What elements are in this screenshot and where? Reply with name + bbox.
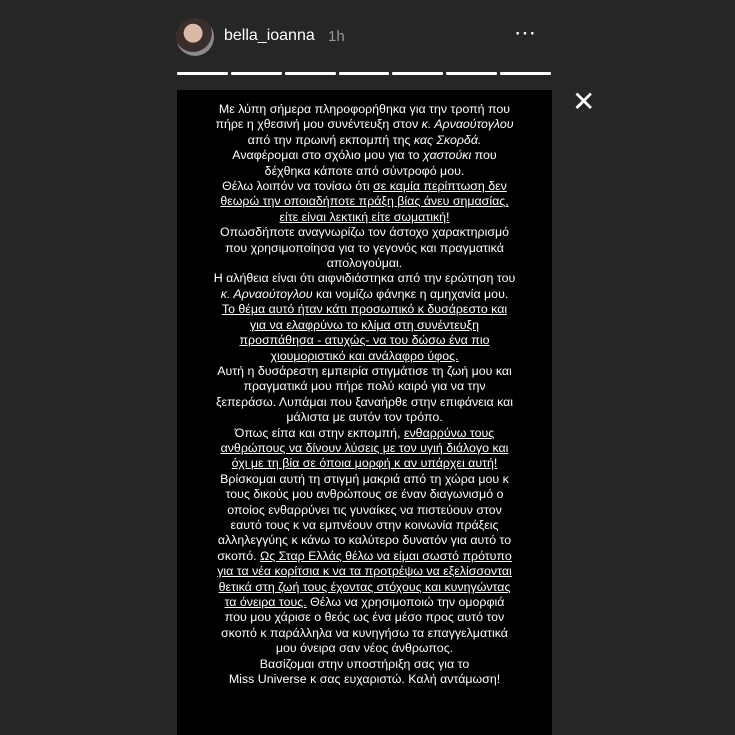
story-line-pre: Βασίζομαι στην υποστήριξη σας για το [259, 656, 470, 671]
story-line [177, 626, 552, 641]
story-line [177, 225, 552, 240]
story-line [177, 641, 552, 656]
story-line-pre: πήρε η χθεσινή μου συνέντευξη στον [215, 117, 422, 132]
story-line-pre: Οπωσδήποτε αναγνωρίζω τον άστοχο χαρακτηρισμό [219, 225, 510, 240]
username[interactable]: bella_ioanna [224, 27, 315, 44]
story-line [177, 333, 552, 348]
story-line-pre: για να ελαφρύνω το κλίμα στη συνέντευξη [249, 317, 479, 332]
story-line [177, 179, 552, 194]
story-line [177, 287, 552, 302]
story-line [177, 349, 552, 364]
story-line-pre: Αναφέρομαι στο σχόλιο μου για το [232, 148, 424, 163]
story-line-post: που [471, 148, 497, 163]
story-line [177, 595, 552, 610]
progress-segment [177, 72, 228, 75]
story-line [177, 549, 552, 564]
story-line-em: χαστούκι [423, 148, 472, 163]
story-line [177, 148, 552, 163]
story-line [177, 395, 552, 410]
progress-segment [392, 72, 443, 75]
story-line-em: κ. Αρναούτογλου [220, 286, 313, 301]
story-line [177, 133, 552, 148]
progress-segment [231, 72, 282, 75]
story-line [177, 564, 552, 579]
progress-segment [285, 72, 336, 75]
progress-segment [500, 72, 551, 75]
story-line-pre: θεωρώ την οποιαδήποτε πράξη βίας άνευ σημασίας, [220, 194, 509, 209]
progress-segment [339, 72, 390, 75]
story-line [177, 487, 552, 502]
story-line-pre: δέχθηκα κάποτε από σύντροφό μου. [264, 163, 465, 178]
story-line [177, 241, 552, 256]
story-line [177, 194, 552, 209]
avatar[interactable] [176, 18, 214, 56]
story-line [177, 302, 552, 317]
story-line-post: σε καμία περίπτωση δεν [373, 179, 507, 194]
story-line-post: και νομίζω φάνηκε η αμηχανία μου. [312, 286, 509, 301]
story-line-pre: είτε είναι λεκτική είτε σωματική! [279, 209, 450, 224]
story-line-pre: μου όνειρα σαν νέος άνθρωπος. [275, 641, 454, 656]
story-line-pre: Miss Universe κ σας ευχαριστώ. Καλή αντάμωση! [228, 672, 501, 687]
story-line-pre: θετικά στη ζωή τους έχοντας στόχους και κυνηγώντας [218, 579, 511, 594]
story-line-pre: Όπως είπα και στην εκπομπή, [234, 425, 404, 440]
story-line-pre: που χρησιμοποίησα για το γεγονός και πραγματικά [225, 240, 504, 255]
story-line [177, 102, 552, 117]
close-icon[interactable]: ✕ [572, 86, 596, 117]
progress-segment [446, 72, 497, 75]
story-line-pre: Θέλω λοιπόν να τονίσω ότι [222, 179, 374, 194]
story-line [177, 318, 552, 333]
story-line-pre: τους δικούς μου ανθρώπους σε έναν διαγωνισμό ο [225, 487, 504, 502]
more-options-icon[interactable]: ⋯ [514, 20, 537, 45]
story-line-post: τα όνειρα τους. [224, 595, 307, 609]
story-line-pre: απολογούμαι. [326, 256, 403, 271]
story-line-pre: από την πρωινή εκπομπή της [247, 132, 414, 147]
story-text [177, 102, 552, 687]
story-line-pre: χιουμοριστικό και ανάλαφρο ύφος. [270, 348, 459, 363]
story-line-pre: Αυτή η δυσάρεστη εμπειρία στιγμάτισε τη ζωή μου και [217, 363, 512, 378]
story-line [177, 580, 552, 595]
story-line [177, 379, 552, 394]
story-line-pre: ανθρώπους να δίνουν λύσεις με τον υγιή διάλογο και [220, 440, 509, 455]
story-line [177, 426, 552, 441]
story-line [177, 456, 552, 471]
story-line [177, 657, 552, 672]
story-line [177, 164, 552, 179]
story-line-tail: Θέλω να χρησιμοποιώ την ομορφιά [306, 595, 505, 609]
story-line [177, 441, 552, 456]
story-line [177, 503, 552, 518]
story-line-pre: ξεπεράσω. Λυπάμαι που ξαναήρθε στην επιφάνεια και [215, 394, 514, 409]
story-line-pre: εαυτό τους κ να εμπνέουν στην κοινωνία πράξεις [230, 517, 499, 532]
story-line-pre: οποίος ενθαρρύνει τις γυναίκες να πιστεύουν στον [227, 502, 502, 517]
story-line-em: κ. Αρναούτογλου [421, 117, 514, 132]
story-line-pre: πραγματικά μου πήρε πολύ καιρό για να την [243, 379, 486, 394]
story-line-post: Ως Σταρ Ελλάς θέλω να είμαι σωστό πρότυπο [260, 548, 512, 563]
story-line-pre: Με λύπη σήμερα πληροφορήθηκα για την τροπή που [218, 102, 511, 116]
post-time: 1h [328, 28, 345, 45]
story-line [177, 472, 552, 487]
story-line-pre: Το θέμα αυτό ήταν κάτι προσωπικό κ δυσάρεστο και [221, 302, 508, 317]
story-line [177, 256, 552, 271]
story-line-pre: όχι με τη βία σε όποια μορφή κ αν υπάρχει αυτή! [231, 456, 498, 471]
story-line-pre: Η αλήθεια είναι ότι αιφνιδιάστηκα από την ερώτηση του [213, 271, 516, 286]
story-card[interactable] [177, 90, 552, 735]
story-line [177, 518, 552, 533]
story-line [177, 410, 552, 425]
story-line [177, 672, 552, 687]
story-line-pre: σκοπό κ παράλληλα να κυνηγήσω τα επαγγελματικά [221, 625, 508, 640]
story-line-pre: για τα νέα κορίτσια κ να τα προτρέψω να εξελίσσονται [217, 564, 512, 579]
story-line [177, 271, 552, 286]
story-line [177, 117, 552, 132]
story-line-pre: που μου χάρισε ο θεός ως ένα μέσο προς αυτό τον [224, 610, 505, 625]
story-line-post: ενθαρρύνω τους [403, 425, 495, 440]
story-line [177, 364, 552, 379]
story-line [177, 210, 552, 225]
story-progress-bar [177, 72, 551, 75]
story-line [177, 610, 552, 625]
story-line-pre: Βρίσκομαι αυτή τη στιγμή μακριά από τη χώρα μου κ [220, 471, 509, 486]
story-line-pre: σκοπό. [217, 548, 260, 563]
story-line [177, 533, 552, 548]
story-line-pre: μάλιστα με αυτόν τον τρόπο. [286, 410, 443, 425]
story-line-em: κας Σκορδά. [413, 132, 482, 147]
story-line-pre: προσπάθησα - ατυχώς- να του δώσω ένα πιο [239, 333, 490, 348]
story-header [0, 0, 735, 70]
story-line-pre: αλληλεγγύης κ κάνω το καλύτερο δυνατόν για αυτό το [217, 533, 512, 548]
